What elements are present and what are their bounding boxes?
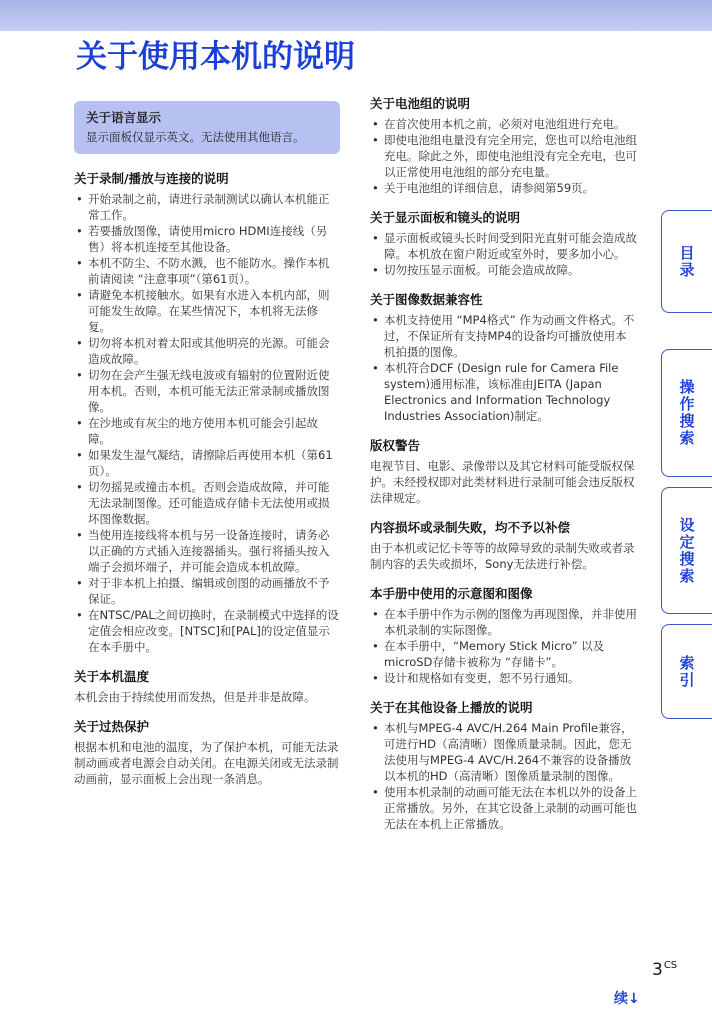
list-item: • 如果发生湿气凝结，请擦除后再使用本机（第61页）。 [74, 447, 340, 479]
list-item: • 本机不防尘、不防水溅，也不能防水。操作本机前请阅读 “注意事项”（第61页）。 [74, 255, 340, 287]
section-illustrations [370, 585, 638, 686]
section-text: 本机会由于持续使用而发热，但是并非是故障。 [74, 690, 316, 704]
section-display-lens [370, 209, 638, 278]
list-item: • 在本手册中作为示例的图像为再现图像，并非使用本机录制的实际图像。 [370, 606, 638, 638]
list-item: • 开始录制之前，请进行录制测试以确认本机能正常工作。 [74, 191, 340, 223]
section-heading: 本手册中使用的示意图和图像 [370, 586, 533, 601]
page-number-suffix: CS [663, 960, 678, 971]
list-item: • 在本手册中，“Memory Stick Micro” 以及microSD存储卡被称为 “存储卡”。 [370, 638, 638, 670]
section-heading: 关于图像数据兼容性 [370, 292, 483, 307]
list-item: • 使用本机录制的动画可能无法在本机以外的设备上正常播放。另外，在其它设备上录制的动画可能也无法在本机上正常播放。 [370, 784, 638, 832]
list-item: • 显示面板或镜头长时间受到阳光直射可能会造成故障。本机放在窗户附近或室外时，要多加小心。 [370, 230, 638, 262]
section-heading: 关于显示面板和镜头的说明 [370, 210, 521, 225]
list-item: • 请避免本机接触水。如果有水进入本机内部，则可能发生故障。在某些情况下，本机将无法修复。 [74, 287, 340, 335]
section-heading: 关于电池组的说明 [370, 96, 471, 111]
continue-label: 续 [614, 991, 628, 1007]
section-copyright [370, 437, 638, 506]
section-temperature [74, 668, 340, 705]
section-heading: 关于录制/播放与连接的说明 [74, 171, 229, 186]
tab-operation-search-label: 操作搜索 [677, 379, 696, 447]
section-heading: 关于本机温度 [74, 669, 150, 684]
language-note-heading: 关于语言显示 [86, 110, 162, 125]
section-heading: 关于过热保护 [74, 719, 150, 734]
list-item: • 本机支持使用 “MP4格式” 作为动画文件格式。不过，不保证所有支持MP4的设备均可播放使用本机拍摄的图像。 [370, 312, 638, 360]
section-heading: 内容损坏或录制失败，均不予以补偿 [370, 520, 571, 535]
list-item: • 本机与MPEG-4 AVC/H.264 Main Profile兼容，可进行HD（高清晰）图像质量录制。因此，您无法使用与MPEG-4 AVC/H.264不兼容的设备播放以本机的HD（高清晰）图像质量录制的图像。 [370, 720, 638, 784]
right-column [370, 95, 638, 845]
page-title: 关于使用本机的说明 [76, 39, 355, 75]
language-note-text: 显示面板仅显示英文。无法使用其他语言。 [86, 130, 305, 144]
section-battery [370, 95, 638, 196]
list-item: • 当使用连接线将本机与另一设备连接时，请务必以正确的方式插入连接器插头。强行将插头按入端子会损坏端子，并可能会造成本机故障。 [74, 527, 340, 575]
list-item: • 若要播放图像，请使用micro HDMI连接线（另售）将本机连接至其他设备。 [74, 223, 340, 255]
section-heading: 版权警告 [370, 438, 421, 453]
list-item: • 切勿摇晃或撞击本机。否则会造成故障，并可能无法录制图像。还可能造成存储卡无法使用或损坏图像数据。 [74, 479, 340, 527]
list-item: • 切勿将本机对着太阳或其他明亮的光源。可能会造成故障。 [74, 335, 340, 367]
list-item: • 即使电池组电量没有完全用完，您也可以给电池组充电。除此之外，即使电池组没有完全充电，也可以正常使用电池组的部分充电量。 [370, 132, 638, 180]
tab-index-label: 索引 [677, 654, 696, 689]
section-text: 根据本机和电池的温度，为了保护本机，可能无法录制动画或者电源会自动关闭。在电源关闭或无法录制动画前，显示面板上会出现一条消息。 [74, 740, 339, 786]
list-item: • 在沙地或有灰尘的地方使用本机可能会引起故障。 [74, 415, 340, 447]
section-text: 电视节目、电影、录像带以及其它材料可能受版权保护。未经授权即对此类材料进行录制可能会违反版权法律规定。 [370, 459, 635, 505]
section-recording-playback [74, 170, 340, 655]
section-overheat [74, 718, 340, 787]
list-item: • 设计和规格如有变更，恕不另行通知。 [370, 670, 638, 686]
language-note-box [74, 101, 340, 154]
tab-toc-label: 目录 [677, 244, 696, 279]
list-item: • 在NTSC/PAL之间切换时，在录制模式中选择的设定值会相应改变。[NTSC]和[PAL]的设定值显示在本手册中。 [74, 607, 340, 655]
list-item: • 在首次使用本机之前，必须对电池组进行充电。 [370, 116, 638, 132]
section-compatibility [370, 291, 638, 424]
tab-settings-search-label: 设定搜索 [677, 516, 696, 585]
section-other-devices [370, 699, 638, 832]
section-no-compensation [370, 519, 638, 572]
section-heading: 关于在其他设备上播放的说明 [370, 700, 533, 715]
list-item: • 切勿在会产生强无线电波或有辐射的位置附近使用本机。否则，本机可能无法正常录制或播放图像。 [74, 367, 340, 415]
section-text: 由于本机或记忆卡等等的故障导致的录制失败或者录制内容的丢失或损坏，Sony无法进行补偿。 [370, 541, 635, 571]
down-arrow-icon: ↓ [628, 991, 640, 1007]
list-item: • 切勿按压显示面板。可能会造成故障。 [370, 262, 638, 278]
page-number [652, 960, 677, 980]
list-item: • 本机符合DCF (Design rule for Camera File system)通用标准，该标准由JEITA (Japan Electronics and Information Technology Industries Association)制定。 [370, 360, 638, 424]
tab-index[interactable] [661, 624, 712, 719]
list-item: • 关于电池组的详细信息，请参阅第59页。 [370, 180, 638, 196]
tab-settings-search[interactable] [661, 487, 712, 614]
left-column [74, 101, 340, 800]
continue-link[interactable] [614, 988, 640, 1008]
header-bar [0, 0, 712, 31]
tab-operation-search[interactable] [661, 349, 712, 477]
list-item: • 对于非本机上拍摄、编辑或创图的动画播放不予保证。 [74, 575, 340, 607]
tab-toc[interactable] [661, 210, 712, 313]
page-number-value: 3 [652, 960, 663, 980]
